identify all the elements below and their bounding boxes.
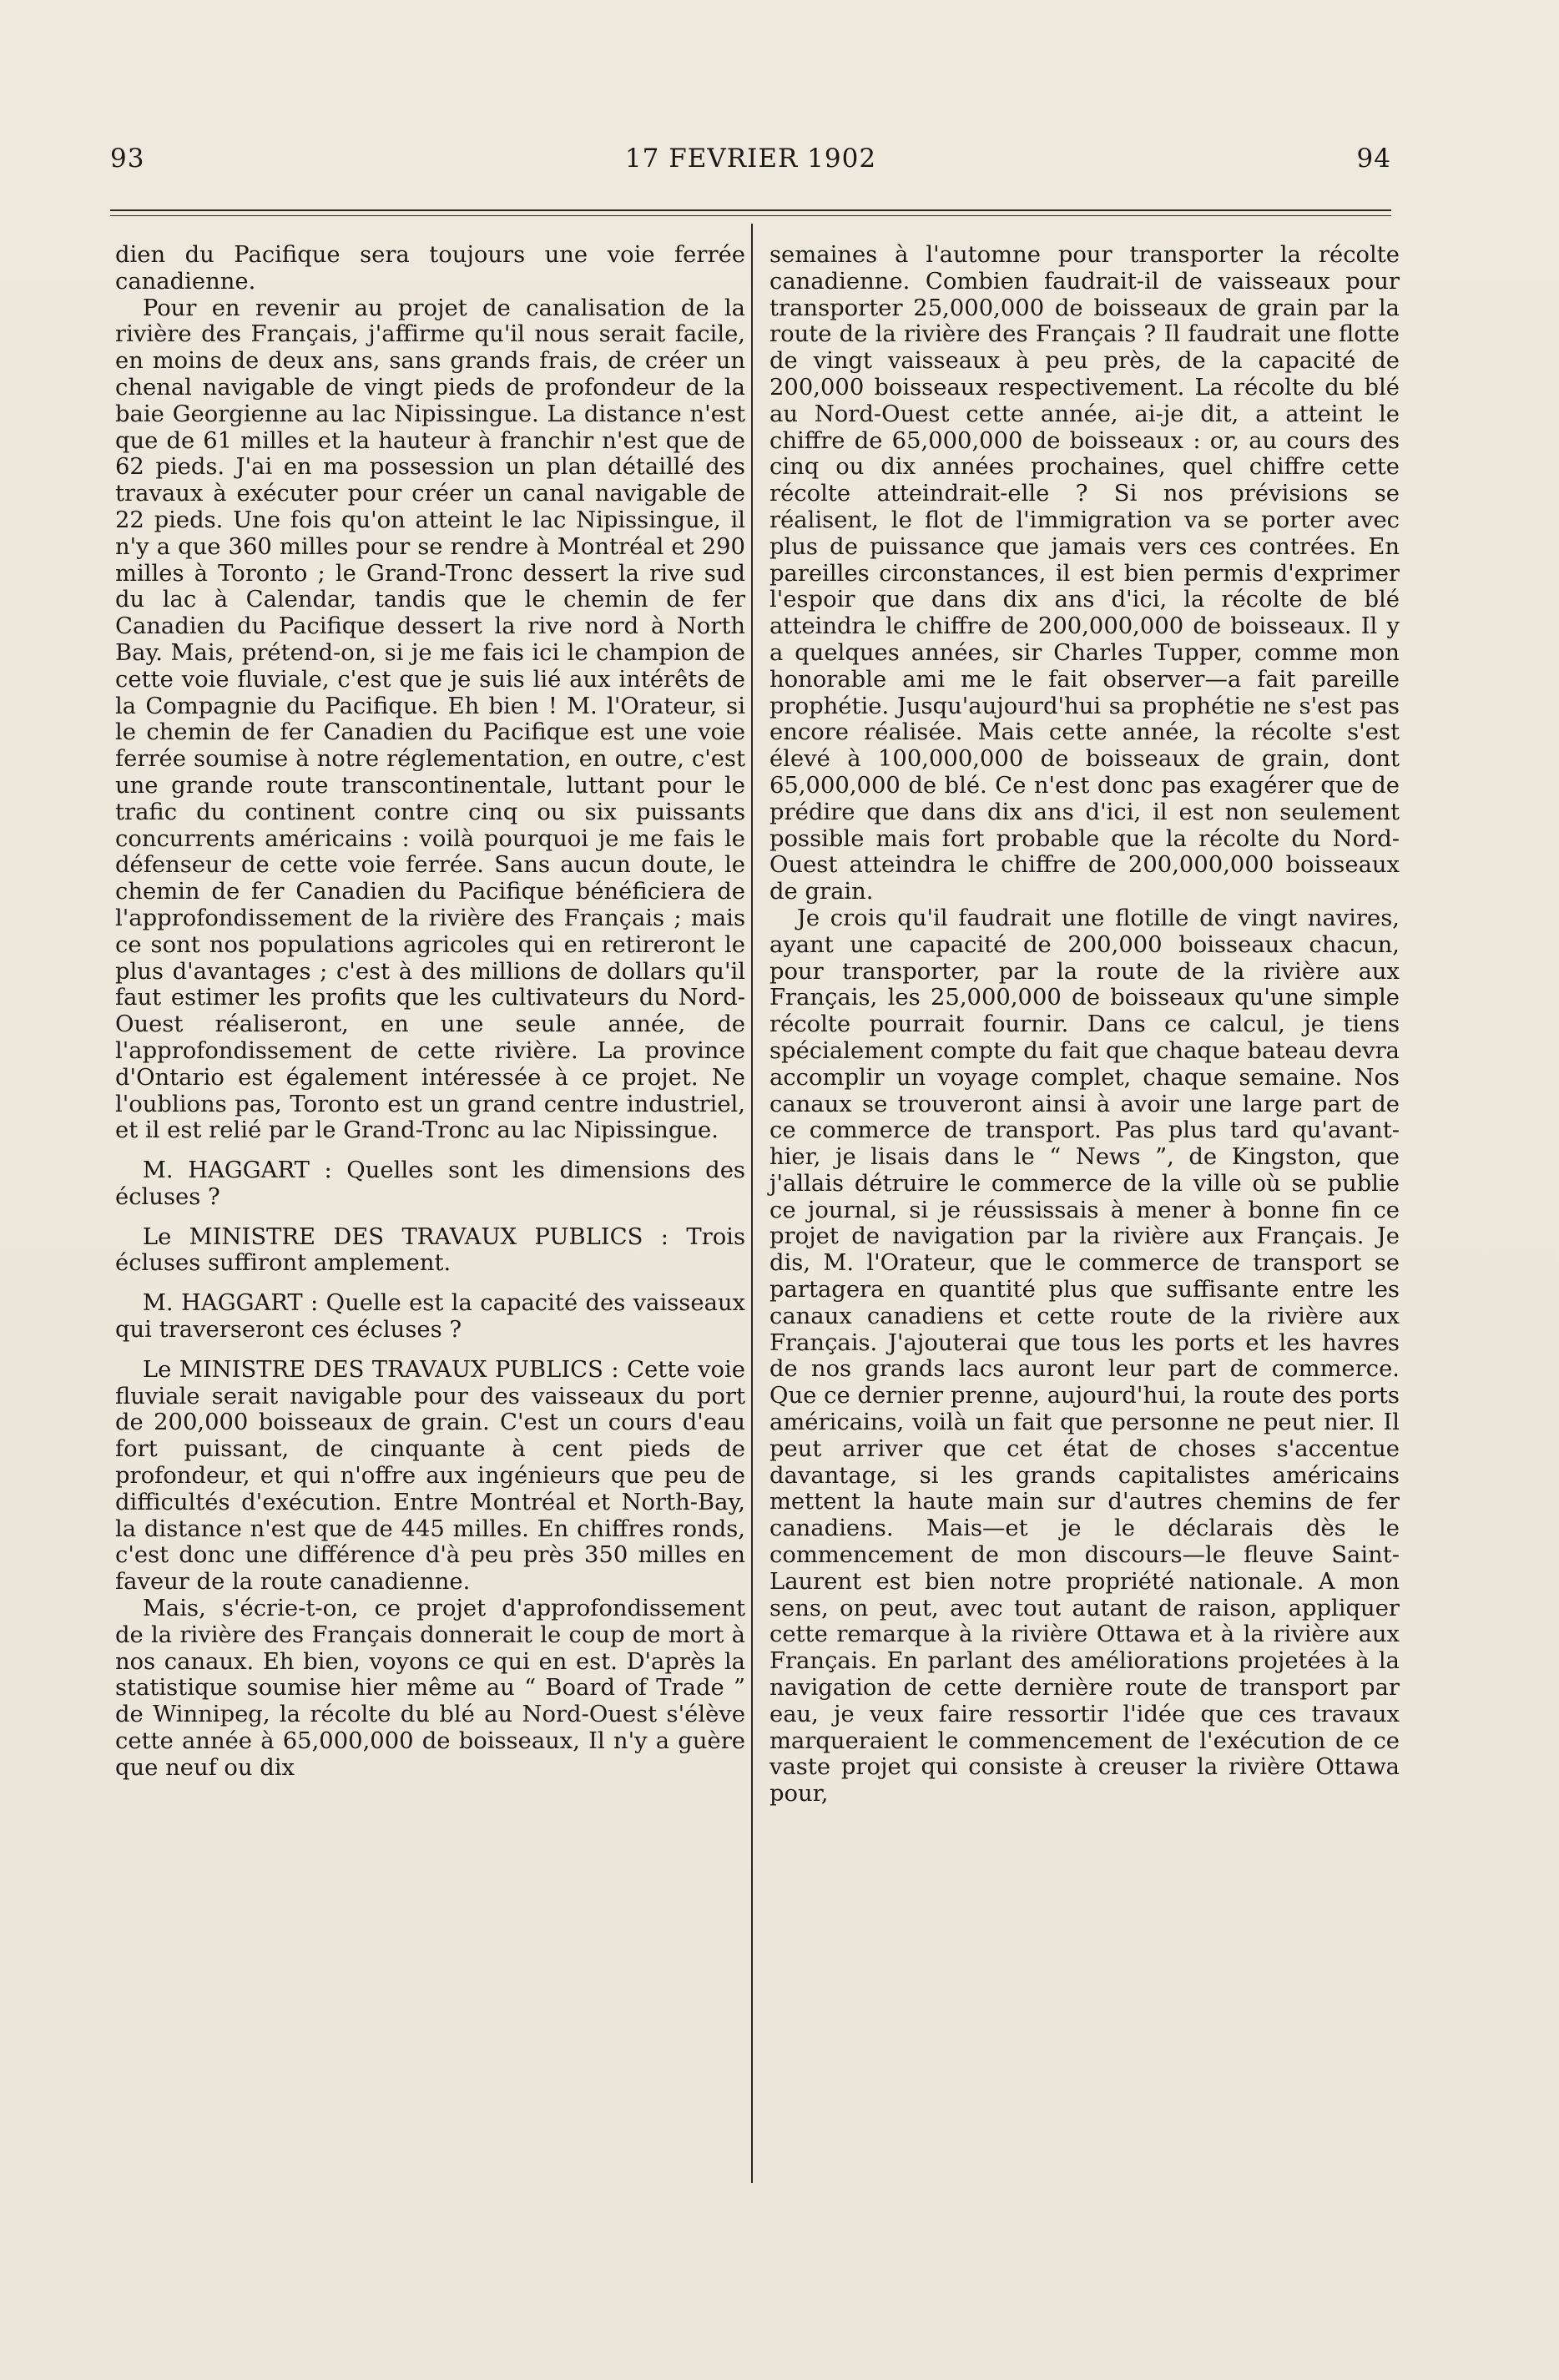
paragraph: semaines à l'automne pour transporter la récolte canadienne. Combien faudrait-il de vaisseaux pour transporter 25,000,000 de boisseaux de grain par la route de la rivière des Français ? Il faudrait une flotte de vingt vaisseaux à peu près, de la capacité de 200,000 boisseaux respectivement. La récolte du blé au Nord-Ouest cette année, ai-je dit, a atteint le chiffre de 65,000,000 de boisseaux : or, au cours des cinq ou dix années prochaines, quel chiffre cette récolte atteindrait-elle ? Si nos prévisions se réalisent, le flot de l'immigration va se porter avec plus de puissance que jamais vers ces contrées. En pareilles circonstances, il est bien permis d'exprimer l'espoir que dans dix ans d'ici, la récolte de blé atteindra le chiffre de 200,000,000 de boisseaux. Il y a quelques années, sir Charles Tupper, comme mon honorable ami me le fait observer—a fait pareille prophétie. Jusqu'aujourd'hui sa prophétie ne s'est pas encore réalisée. Mais cette année, la récolte s'est élevé à 100,000,000 de boisseaux de grain, dont 65,000,000 de blé. Ce n'est donc pas exagérer que de prédire que dans dix ans d'ici, il est non seulement possible mais fort probable que la récolte du Nord-Ouest atteindra le chiffre de 200,000,000 boisseaux de grain.: [769, 242, 1400, 905]
header-rule-thick: [110, 209, 1391, 211]
header-rule-thin: [110, 215, 1391, 216]
right-column: [769, 242, 1400, 1808]
paragraph-speaker: M. HAGGART : Quelles sont les dimensions des écluses ?: [115, 1157, 745, 1210]
paragraph-speaker: M. HAGGART : Quelle est la capacité des vaisseaux qui traverseront ces écluses ?: [115, 1290, 745, 1344]
left-column: [115, 242, 745, 1782]
paragraph-speaker: Le MINISTRE DES TRAVAUX PUBLICS : Cette voie fluviale serait navigable pour des vaisseaux du port de 200,000 boisseaux de grain. C'est un cours d'eau fort puissant, de cinquante à cent pieds de profondeur, et qui n'offre aux ingénieurs que peu de difficultés d'exécution. Entre Montréal et North-Bay, la distance n'est que de 445 milles. En chiffres ronds, c'est donc une différence d'à peu près 350 milles en faveur de la route canadienne.: [115, 1356, 745, 1596]
column-divider: [751, 224, 753, 2183]
right-page-number: 94: [1356, 144, 1391, 174]
paragraph: Mais, s'écrie-t-on, ce projet d'approfondissement de la rivière des Français donnerait le coup de mort à nos canaux. Eh bien, voyons ce qui en est. D'après la statistique soumise hier même au “ Board of Trade ” de Winnipeg, la récolte du blé au Nord-Ouest s'élève cette année à 65,000,000 de boisseaux, Il n'y a guère que neuf ou dix: [115, 1596, 745, 1781]
paragraph: Je crois qu'il faudrait une flotille de vingt navires, ayant une capacité de 200,000 boisseaux chacun, pour transporter, par la route de la rivière aux Français, les 25,000,000 de boisseaux qu'une simple récolte pourrait fournir. Dans ce calcul, je tiens spécialement compte du fait que chaque bateau devra accomplir un voyage complet, chaque semaine. Nos canaux se trouveront ainsi à avoir une large part de ce commerce de transport. Pas plus tard qu'avant-hier, je lisais dans le “ News ”, de Kingston, que j'allais détruire le commerce de la ville où se publie ce journal, si je réussissais à mener à bonne fin ce projet de navigation par la rivière aux Français. Je dis, M. l'Orateur, que le commerce de transport se partagera en quantité plus que suffisante entre les canaux canadiens et cette route de la rivière aux Français. J'ajouterai que tous les ports et les havres de nos grands lacs auront leur part de commerce. Que ce dernier prenne, aujourd'hui, la route des ports américains, voilà un fait que personne ne peut nier. Il peut arriver que cet état de choses s'accentue davantage, si les grands capitalistes américains mettent la haute main sur d'autres chemins de fer canadiens. Mais—et je le déclarais dès le commencement de mon discours—le fleuve Saint-Laurent est bien notre propriété nationale. A mon sens, on peut, avec tout autant de raison, appliquer cette remarque à la rivière Ottawa et à la rivière aux Français. En parlant des améliorations projetées à la navigation de cette dernière route de transport par eau, je veux faire ressortir l'idée que ces travaux marqueraient le commencement de l'exécution de ce vaste projet qui consiste à creuser la rivière Ottawa pour,: [769, 905, 1400, 1808]
page-header: [110, 144, 1391, 185]
paragraph: dien du Pacifique sera toujours une voie ferrée canadienne.: [115, 242, 745, 295]
left-page-number: 93: [110, 144, 145, 174]
header-date: 17 FEVRIER 1902: [624, 144, 877, 174]
paragraph-speaker: Le MINISTRE DES TRAVAUX PUBLICS : Trois écluses suffiront amplement.: [115, 1223, 745, 1277]
paragraph: Pour en revenir au projet de canalisation de la rivière des Français, j'affirme qu'il nous serait facile, en moins de deux ans, sans grands frais, de créer un chenal navigable de vingt pieds de profondeur de la baie Georgienne au lac Nipissingue. La distance n'est que de 61 milles et la hauteur à franchir n'est que de 62 pieds. J'ai en ma possession un plan détaillé des travaux à exécuter pour créer un canal navigable de 22 pieds. Une fois qu'on atteint le lac Nipissingue, il n'y a que 360 milles pour se rendre à Montréal et 290 milles à Toronto ; le Grand-Tronc dessert la rive sud du lac à Calendar, tandis que le chemin de fer Canadien du Pacifique dessert la rive nord à North Bay. Mais, prétend-on, si je me fais ici le champion de cette voie fluviale, c'est que je suis lié aux intérêts de la Compagnie du Pacifique. Eh bien ! M. l'Orateur, si le chemin de fer Canadien du Pacifique est une voie ferrée soumise à notre réglementation, en outre, c'est une grande route transcontinentale, luttant pour le trafic du continent contre cinq ou six puissants concurrents américains : voilà pourquoi je me fais le défenseur de cette voie ferrée. Sans aucun doute, le chemin de fer Canadien du Pacifique bénéficiera de l'approfondissement de la rivière des Français ; mais ce sont nos populations agricoles qui en retireront le plus d'avantages ; c'est à des millions de dollars qu'il faut estimer les profits que les cultivateurs du Nord-Ouest réaliseront, en une seule année, de l'approfondissement de cette rivière. La province d'Ontario est également intéressée à ce projet. Ne l'oublions pas, Toronto est un grand centre industriel, et il est relié par le Grand-Tronc au lac Nipissingue.: [115, 295, 745, 1144]
